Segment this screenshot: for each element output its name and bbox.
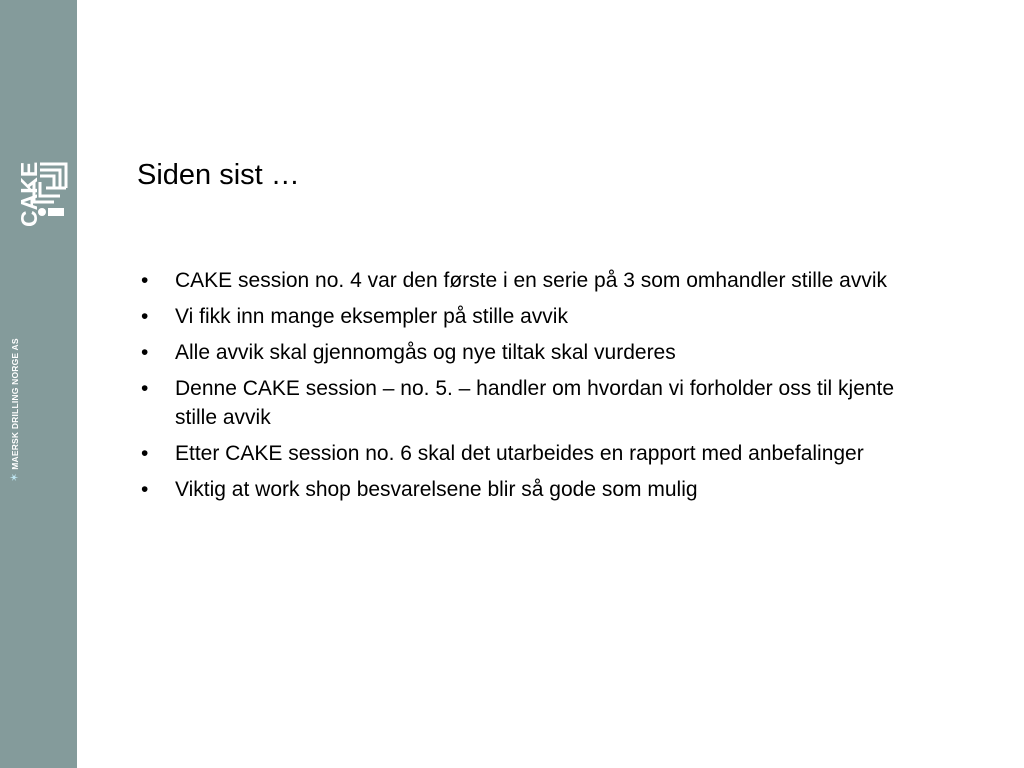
company-name: MAERSK DRILLING NORGE AS — [10, 338, 21, 470]
slide-title: Siden sist … — [137, 159, 300, 191]
bullet-text: Viktig at work shop besvarelsene blir så gode som mulig — [175, 478, 698, 501]
company-label — [10, 338, 21, 482]
bullet-item — [137, 338, 897, 367]
bullet-mark: • — [141, 269, 149, 292]
bullet-item — [137, 374, 897, 432]
bullet-mark: • — [141, 442, 149, 465]
bullet-text: Etter CAKE session no. 6 skal det utarbeides en rapport med anbefalinger — [175, 442, 864, 465]
bullet-text: Vi fikk inn mange eksempler på stille avvik — [175, 305, 568, 328]
cake-logo-text: CAKE — [16, 161, 42, 227]
bullet-list — [137, 266, 897, 511]
maersk-star-icon: ✶ — [9, 472, 21, 482]
bullet-mark: • — [141, 478, 149, 501]
bullet-text: CAKE session no. 4 var den første i en serie på 3 som omhandler stille avvik — [175, 269, 887, 292]
bullet-mark: • — [141, 341, 149, 364]
bullet-item — [137, 475, 897, 504]
bullet-item — [137, 266, 897, 295]
bullet-text: Denne CAKE session – no. 5. – handler om hvordan vi forholder oss til kjente stille avvik — [175, 377, 895, 429]
bullet-mark: • — [141, 377, 149, 400]
bullet-text: Alle avvik skal gjennomgås og nye tiltak skal vurderes — [175, 341, 676, 364]
bullet-item — [137, 302, 897, 331]
sidebar — [0, 0, 77, 768]
bullet-mark: • — [141, 305, 149, 328]
bullet-item — [137, 439, 897, 468]
